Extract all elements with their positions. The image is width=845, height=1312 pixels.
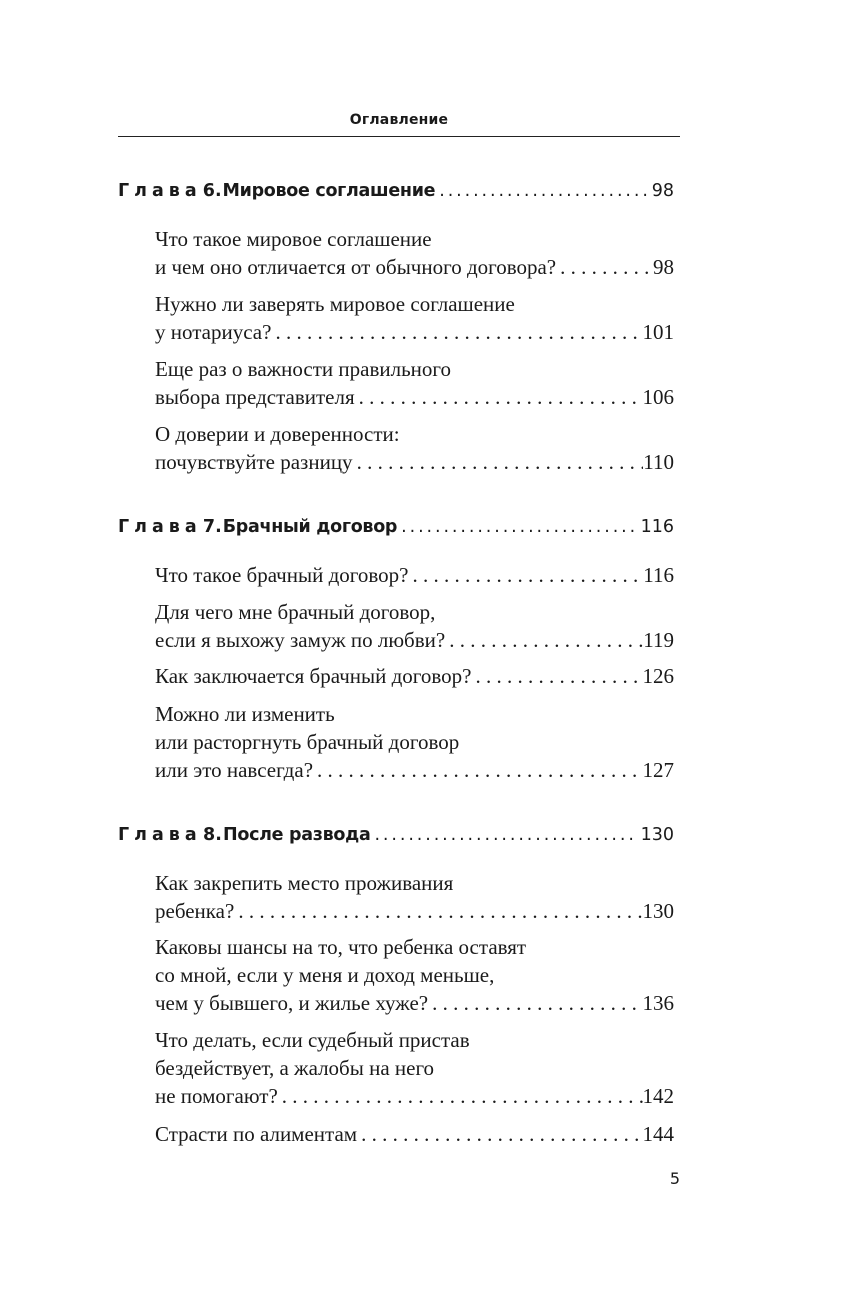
toc-entry[interactable] bbox=[155, 290, 674, 346]
entry-line: или расторгнуть брачный договор bbox=[155, 730, 460, 754]
dot-leader bbox=[313, 756, 642, 784]
entry-page-number: 144 bbox=[642, 1122, 674, 1146]
page-number: 5 bbox=[669, 1169, 680, 1188]
dot-leader bbox=[472, 662, 643, 690]
dot-leader bbox=[397, 517, 636, 537]
entry-page-number: 110 bbox=[643, 450, 674, 474]
running-head: Оглавление bbox=[349, 112, 449, 128]
entry-page-number: 98 bbox=[653, 255, 674, 279]
entry-line: ребенка? bbox=[155, 899, 235, 923]
entry-line: Что такое брачный договор? bbox=[155, 563, 409, 587]
dot-leader bbox=[445, 626, 643, 654]
toc-entry[interactable] bbox=[155, 662, 674, 690]
toc-entry[interactable] bbox=[155, 869, 674, 925]
entry-page-number: 142 bbox=[642, 1084, 674, 1108]
chapter-word: Глава bbox=[118, 517, 202, 537]
chapter-page-number: 98 bbox=[651, 181, 674, 201]
entry-line: и чем оно отличается от обычного договора? bbox=[155, 255, 557, 279]
chapter-title: Брачный договор bbox=[222, 517, 398, 537]
entry-page-number: 126 bbox=[642, 664, 674, 688]
entry-page-number: 106 bbox=[642, 385, 674, 409]
dot-leader bbox=[234, 897, 642, 925]
dot-leader bbox=[408, 561, 643, 589]
entry-line: со мной, если у меня и доход меньше, bbox=[155, 963, 495, 987]
chapter-number: 7. bbox=[202, 517, 222, 537]
entry-line: Страсти по алиментам bbox=[155, 1122, 358, 1146]
entry-page-number: 119 bbox=[643, 628, 674, 652]
header-rule bbox=[118, 136, 680, 137]
toc-entry[interactable] bbox=[155, 420, 674, 476]
chapter-word: Глава bbox=[118, 181, 202, 201]
entry-line: чем у бывшего, и жилье хуже? bbox=[155, 991, 429, 1015]
toc-entry[interactable] bbox=[155, 225, 674, 281]
toc-entry[interactable] bbox=[155, 700, 674, 784]
entry-page-number: 101 bbox=[642, 320, 674, 344]
toc-entry[interactable] bbox=[155, 1120, 674, 1148]
entry-line: Еще раз о важности правильного bbox=[155, 357, 451, 381]
entry-line: у нотариуса? bbox=[155, 320, 272, 344]
entry-page-number: 130 bbox=[642, 899, 674, 923]
entry-line: Можно ли изменить bbox=[155, 702, 335, 726]
chapter-number: 6. bbox=[202, 181, 222, 201]
toc-entry[interactable] bbox=[155, 355, 674, 411]
entry-line: Для чего мне брачный договор, bbox=[155, 600, 436, 624]
chapter-number: 8. bbox=[203, 825, 222, 845]
entry-line: Что делать, если судебный пристав bbox=[155, 1028, 470, 1052]
entry-page-number: 136 bbox=[642, 991, 674, 1015]
entry-line: или это навсегда? bbox=[155, 758, 314, 782]
dot-leader bbox=[278, 1082, 643, 1110]
chapter-page-number: 130 bbox=[640, 825, 674, 845]
chapter-heading[interactable] bbox=[118, 181, 674, 201]
dot-leader bbox=[355, 383, 643, 411]
chapter-heading[interactable] bbox=[118, 825, 674, 845]
chapter-word: Глава bbox=[118, 825, 202, 845]
chapter-title: Мировое соглашение bbox=[222, 181, 436, 201]
entry-line: О доверии и доверенности: bbox=[155, 422, 400, 446]
chapter-heading[interactable] bbox=[118, 517, 674, 537]
entry-line: Что такое мировое соглашение bbox=[155, 227, 432, 251]
entry-line: если я выхожу замуж по любви? bbox=[155, 628, 446, 652]
entry-line: Нужно ли заверять мировое соглашение bbox=[155, 292, 515, 316]
dot-leader bbox=[370, 825, 636, 845]
entry-line: Как заключается брачный договор? bbox=[155, 664, 472, 688]
entry-line: не помогают? bbox=[155, 1084, 278, 1108]
entry-line: выбора представителя bbox=[155, 385, 355, 409]
entry-line: Как закрепить место проживания bbox=[155, 871, 454, 895]
dot-leader bbox=[556, 253, 653, 281]
entry-line: бездействует, а жалобы на него bbox=[155, 1056, 435, 1080]
dot-leader bbox=[357, 1120, 642, 1148]
entry-page-number: 116 bbox=[643, 563, 674, 587]
chapter-title: После развода bbox=[223, 825, 371, 845]
entry-line: почувствуйте разницу bbox=[155, 450, 353, 474]
toc-entry[interactable] bbox=[155, 561, 674, 589]
dot-leader bbox=[435, 181, 647, 201]
entry-line: Каковы шансы на то, что ребенка оставят bbox=[155, 935, 527, 959]
toc-entry[interactable] bbox=[155, 933, 674, 1017]
dot-leader bbox=[428, 989, 642, 1017]
dot-leader bbox=[271, 318, 642, 346]
chapter-page-number: 116 bbox=[640, 517, 674, 537]
entry-page-number: 127 bbox=[642, 758, 674, 782]
toc-entry[interactable] bbox=[155, 598, 674, 654]
dot-leader bbox=[353, 448, 644, 476]
toc-entry[interactable] bbox=[155, 1026, 674, 1110]
